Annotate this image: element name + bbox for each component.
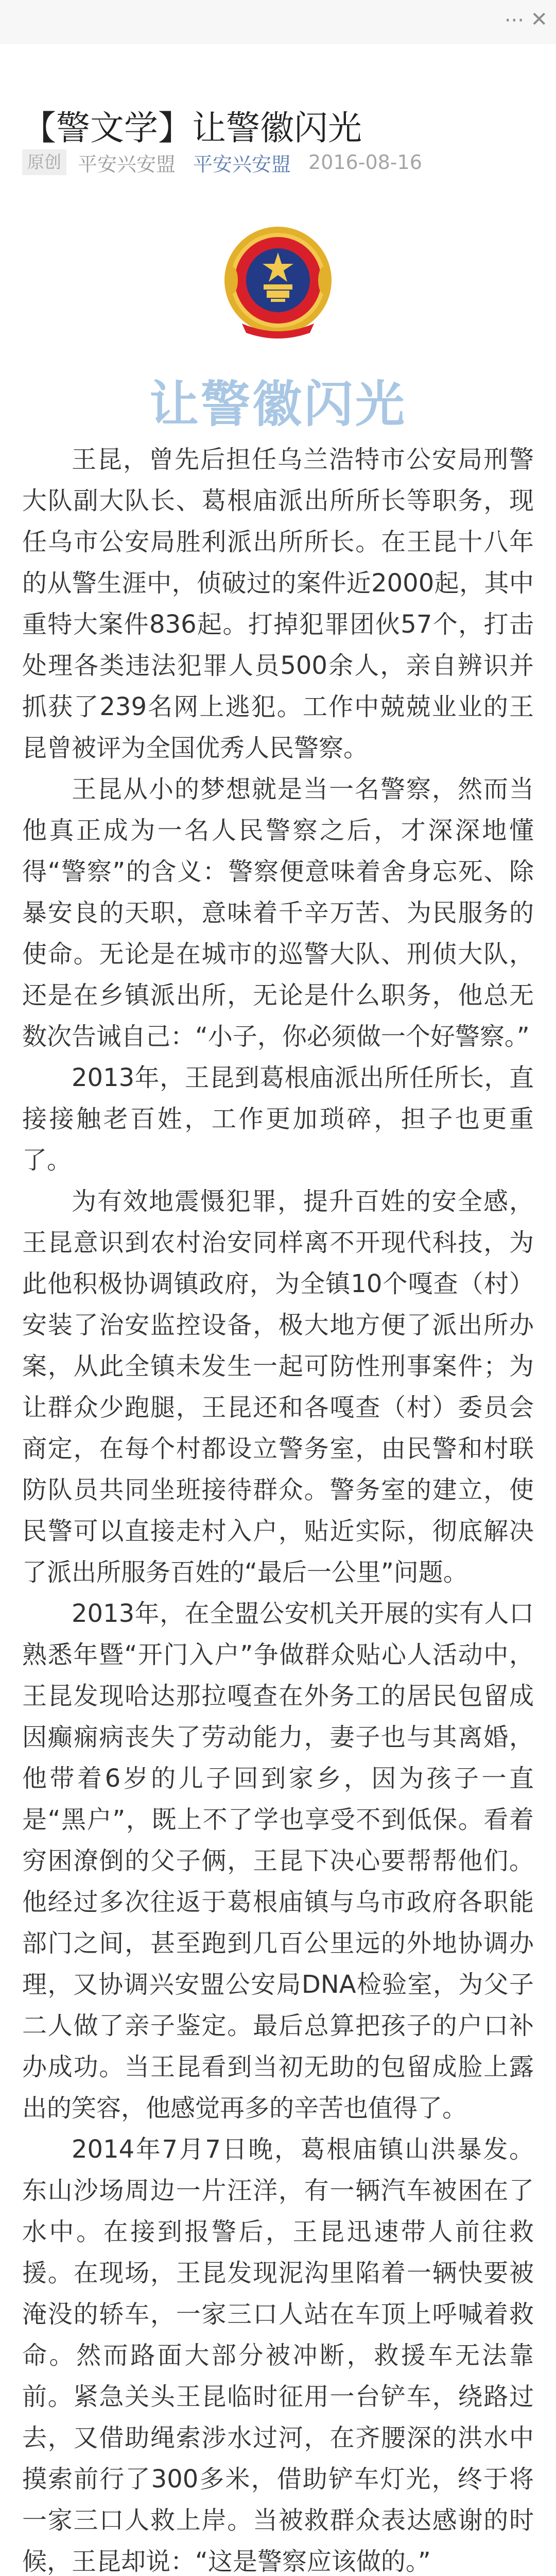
body-paragraph: 2013年，在全盟公安机关开展的实有人口熟悉年暨“开门入户”争做群众贴心人活动中，王昆发现哈达那拉嘎查在外务工的居民包留成因癫痫病丧失了劳动能力，妻子也与其离婚，他带着6岁的儿子回到家乡，因为孩子一直是“黑户”，既上不了学也享受不到低保。看着穷困潦倒的父子俩，王昆下决心要帮帮他们。他经过多次往返于葛根庙镇与乌市政府各职能部门之间，甚至跑到几百公里远的外地协调办理，又协调兴安盟公安局DNA检验室，为父子二人做了亲子鉴定。最后总算把孩子的户口补办成功。当王昆看到当初无助的包留成脸上露出的笑容，他感觉再多的辛苦也值得了。 (22, 1599, 534, 2123)
publish-date: 2016-08-16 (308, 151, 422, 174)
original-badge: 原创 (22, 149, 66, 175)
close-icon[interactable]: ✕ (530, 8, 548, 31)
body-paragraph: 王昆，曾先后担任乌兰浩特市公安局刑警大队副大队长、葛根庙派出所所长等职务，现任乌市公安局胜利派出所所长。在王昆十八年的从警生涯中，侦破过的案件近2000起，其中重特大案件836起。打掉犯罪团伙57个，打击处理各类违法犯罪人员500余人，亲自辨识并抓获了239名网上逃犯。工作中兢兢业业的王昆曾被评为全国优秀人民警察。 (22, 445, 534, 762)
article-meta (22, 147, 422, 177)
body-paragraph: 为有效地震慑犯罪，提升百姓的安全感，王昆意识到农村治安同样离不开现代科技，为此他积极协调镇政府，为全镇10个嘎查（村）安装了治安监控设备，极大地方便了派出所办案，从此全镇未发生一起可防性刑事案件；为让群众少跑腿，王昆还和各嘎查（村）委员会商定，在每个村都设立警务室，由民警和村联防队员共同坐班接待群众。警务室的建立，使民警可以直接走村入户，贴近实际，彻底解决了派出所服务百姓的“最后一公里”问题。 (22, 1187, 534, 1587)
body-paragraph: 2014年7月7日晚，葛根庙镇山洪暴发。东山沙场周边一片汪洋，有一辆汽车被困在了水中。在接到报警后，王昆迅速带人前往救援。在现场，王昆发现泥沟里陷着一辆快要被淹没的轿车，一家三口人站在车顶上呼喊着救命。然而路面大部分被冲断，救援车无法靠前。紧急关头王昆临时征用一台铲车，绕路过去，又借助绳索涉水过河，在齐腰深的洪水中摸索前行了300多米，借助铲车灯光，终于将一家三口人救上岸。当被救群众表达感谢的时候，王昆却说：“这是警察应该做的。” (22, 2135, 534, 2576)
account-link[interactable]: 平安兴安盟 (193, 152, 291, 176)
article-body (22, 439, 534, 2576)
body-paragraph: 王昆从小的梦想就是当一名警察，然而当他真正成为一名人民警察之后，才深深地懂得“警察”的含义：警察便意味着舍身忘死、除暴安良的天职，意味着千辛万苦、为民服务的使命。无论是在城市的巡警大队、刑侦大队，还是在乡镇派出所，无论是什么职务，他总无数次告诫自己：“小子，你必须做一个好警察。” (22, 775, 534, 1051)
more-icon[interactable]: ··· (504, 9, 524, 32)
author-name: 平安兴安盟 (78, 152, 176, 176)
body-paragraph: 2013年，王昆到葛根庙派出所任所长，直接接触老百姓，工作更加琐碎，担子也更重了。 (22, 1063, 534, 1175)
article-headline: 让警徽闪光 (149, 376, 407, 433)
police-emblem-icon (221, 223, 335, 341)
top-bar (0, 0, 556, 44)
article-title: 【警文学】让警徽闪光 (22, 108, 362, 148)
